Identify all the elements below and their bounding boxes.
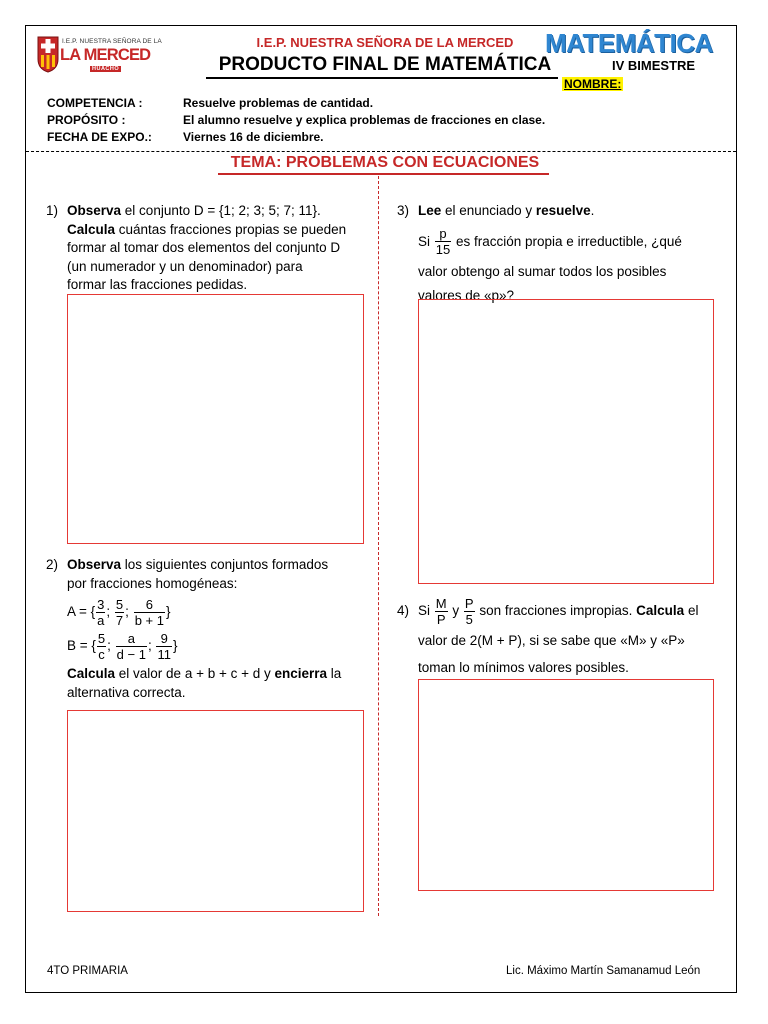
column-divider bbox=[378, 176, 379, 916]
set-a: A = { $\frac{3}{a}$ ; $\frac{5}{7}$ ; $\frac{6}{b + 1}$ } bbox=[67, 597, 171, 628]
question-number: 2) bbox=[46, 557, 59, 572]
q3-text: es fracción propia e irreductible, ¿qué bbox=[452, 233, 682, 249]
school-logo bbox=[34, 31, 162, 77]
q2-bold-calcula: Calcula bbox=[67, 666, 116, 681]
competencia-label: COMPETENCIA : bbox=[47, 96, 143, 110]
proposito-value: El alumno resuelve y explica problemas de fracciones en clase. bbox=[183, 113, 546, 127]
q2-text: los siguientes conjuntos formados bbox=[121, 557, 329, 572]
q2-bold-encierra: encierra bbox=[274, 666, 328, 681]
fecha-value: Viernes 16 de diciembre. bbox=[183, 130, 324, 144]
question-number: 3) bbox=[397, 203, 410, 218]
fraction: $\frac{3}{a}$ bbox=[97, 597, 105, 628]
fraction: $\frac{p}{15}$ bbox=[435, 226, 451, 258]
subject-brand: MATEMÁTICA bbox=[545, 28, 713, 58]
q1-text: cuántas fracciones propias se pueden bbox=[115, 221, 347, 237]
header-divider bbox=[26, 151, 736, 152]
fraction: $\frac{9}{11}$ bbox=[157, 631, 171, 662]
title-underline bbox=[206, 77, 558, 79]
question-1 bbox=[46, 202, 366, 295]
q4-text: valor de 2(M + P), si se sabe que «M» y «P» bbox=[418, 633, 685, 648]
fraction: $\frac{M}{P}$ bbox=[435, 595, 447, 627]
question-number: 4) bbox=[397, 603, 410, 618]
q1-text: el conjunto D = {1; 2; 3; 5; 7; 11}. bbox=[121, 203, 321, 218]
answer-box-1[interactable] bbox=[67, 294, 364, 544]
q1-bold-calcula: Calcula bbox=[67, 221, 116, 237]
grade-label: 4TO PRIMARIA bbox=[47, 965, 128, 977]
answer-box-2[interactable] bbox=[67, 710, 364, 912]
q3-bold-resuelve: resuelve bbox=[535, 203, 591, 218]
topic-title: TEMA: PROBLEMAS CON ECUACIONES bbox=[230, 154, 540, 171]
q3-bold-lee: Lee bbox=[418, 203, 442, 218]
q3-text: valor obtengo al sumar todos los posibles bbox=[418, 263, 667, 279]
shield-icon bbox=[37, 33, 59, 73]
competencia-value: Resuelve problemas de cantidad. bbox=[183, 96, 374, 110]
fraction: $\frac{P}{5}$ bbox=[464, 595, 474, 627]
q1-text: formar las fracciones pedidas. bbox=[67, 277, 248, 292]
bimester-label: IV BIMESTRE bbox=[612, 58, 696, 73]
q4-text: toman lo mínimos valores posibles. bbox=[418, 659, 629, 675]
topic-underline bbox=[218, 173, 549, 175]
q1-text: formar al tomar dos elementos del conjunto D bbox=[67, 240, 341, 255]
q1-text: (un numerador y un denominador) para bbox=[67, 258, 303, 274]
name-label: NOMBRE: bbox=[564, 77, 622, 91]
q2-text: por fracciones homogéneas: bbox=[67, 575, 238, 591]
school-name: I.E.P. NUESTRA SEÑORA DE LA MERCED bbox=[256, 35, 514, 50]
logo-sub-text: HUACHO bbox=[92, 66, 120, 72]
fraction: $\frac{a}{d - 1}$ bbox=[116, 631, 146, 662]
q2-text: el valor de a + b + c + d y bbox=[115, 666, 275, 681]
fraction: $\frac{5}{c}$ bbox=[97, 631, 106, 662]
q2-bold-observa: Observa bbox=[67, 557, 122, 572]
question-3: 3) Lee el enunciado y resuelve. Si $\frac{p}{15}$ es fracción propia e irreductible, ¿qué valor obtengo al sumar todos los posibles valores de «p»? bbox=[397, 202, 717, 306]
set-b: B = { $\frac{5}{c}$ ; $\frac{a}{d - 1}$ ; $\frac{9}{11}$ } bbox=[67, 631, 178, 662]
logo-top-text: I.E.P. NUESTRA SEÑORA DE LA bbox=[62, 38, 162, 45]
q3-text: valores de «p»? bbox=[418, 288, 515, 303]
question-4: 4) Si $\frac{M}{P}$ y $\frac{P}{5}$ son fracciones impropias. Calcula el valor de 2(M + P), si se sabe que «M» y «P» toman lo mínimos valores posibles. bbox=[397, 592, 717, 677]
question-2: 2) Observa los siguientes conjuntos formados por fracciones homogéneas: A = { $\frac{3}{a}$ ; $\frac{5}{7}$ ; $\frac{6}{b + 1}$ } B = { $\frac{5}{c}$ ; $\frac{a}{d - 1}$ ; $\frac{9}{11}$ } Calcula el valor de a + b + c + d y encierra la alternativa correcta. bbox=[46, 556, 366, 702]
logo-main-text: LA MERCED bbox=[60, 46, 151, 64]
q1-bold-observa: Observa bbox=[67, 203, 122, 218]
q4-bold-calcula: Calcula bbox=[636, 603, 685, 618]
document-title: PRODUCTO FINAL DE MATEMÁTICA bbox=[218, 54, 552, 75]
answer-box-4[interactable] bbox=[418, 679, 714, 891]
fraction: $\frac{6}{b + 1}$ bbox=[134, 597, 164, 628]
q2-text: alternativa correcta. bbox=[67, 684, 186, 700]
proposito-label: PROPÓSITO : bbox=[47, 113, 126, 127]
teacher-name: Lic. Máximo Martín Samanamud León bbox=[506, 965, 701, 977]
question-number: 1) bbox=[46, 203, 59, 218]
fecha-label: FECHA DE EXPO.: bbox=[47, 130, 152, 144]
fraction: $\frac{5}{7}$ bbox=[115, 597, 124, 628]
answer-box-3[interactable] bbox=[418, 299, 714, 584]
